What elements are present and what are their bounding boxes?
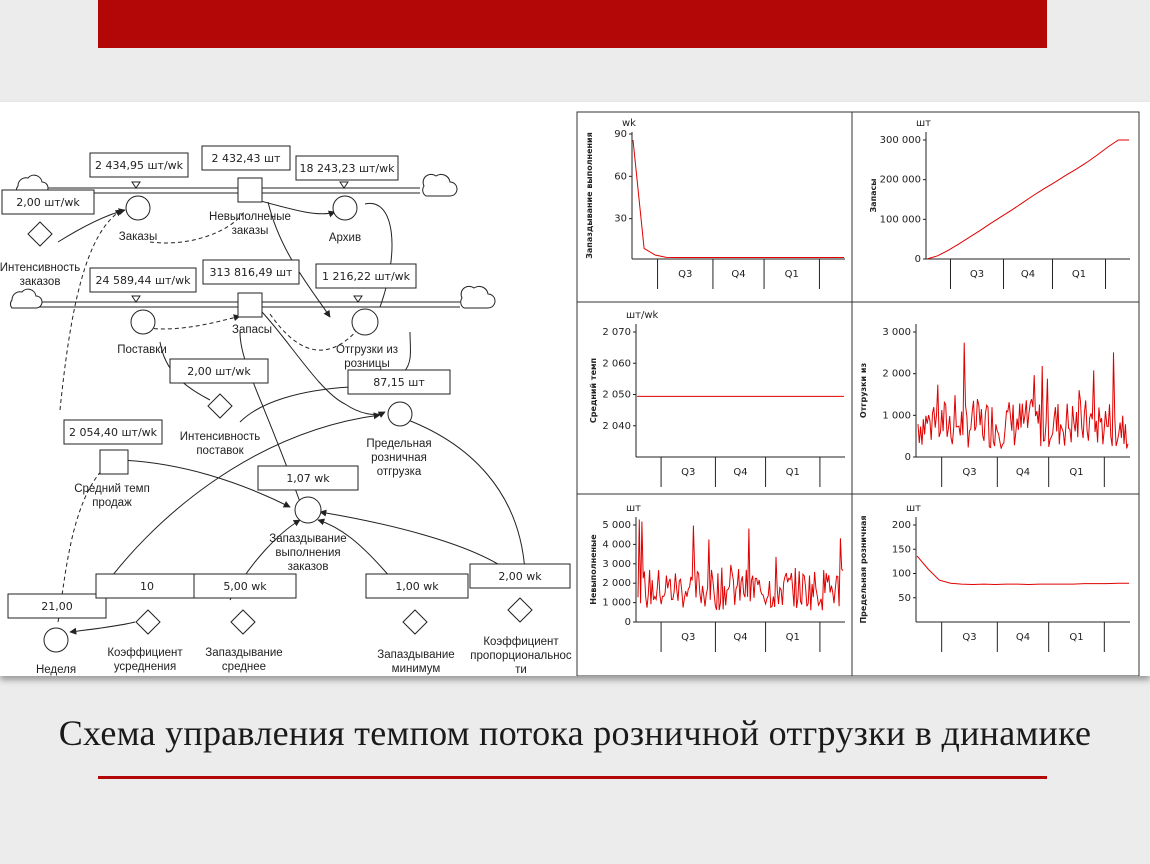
deliveries-label: Поставки [117,344,167,356]
y-tick-label: 3 000 [602,558,631,570]
order-rate-value: 2 434,95 шт/wk [94,159,184,172]
x-tick-label: Q1 [784,269,799,280]
x-tick-label: Q4 [1020,269,1036,280]
unfilled-label-2: заказы [231,225,269,237]
avg-sales-value: 2 054,40 шт/wk [68,426,158,439]
unit-label: шт/wk [626,310,659,321]
y-axis-title: Предельная розничная [859,515,868,624]
avg-sales-label-1: Средний темп [74,483,150,495]
chart-2 [869,118,1130,289]
y-tick-label: 2 000 [882,368,911,380]
y-tick-label: 100 000 [879,214,921,226]
y-tick-label: 150 [891,544,911,556]
y-tick-label: 200 000 [879,174,921,186]
top-accent-bar [98,0,1047,48]
y-tick-label: 100 [891,568,911,580]
series-line [918,343,1128,449]
max-ship-label-1: Предельная [366,438,432,450]
unit-label: шт [916,118,931,129]
max-ship-label-3: отгрузка [376,466,422,478]
x-tick-label: Q3 [962,632,977,643]
charts-grid [577,112,1139,676]
order-intensity-value: 2,00 шт/wk [16,196,80,209]
unfilled-label-1: Невыполненые [209,211,291,223]
y-tick-label: 2 040 [602,420,631,432]
archive-rate-value: 18 243,23 шт/wk [299,162,395,175]
max-ship-label-2: розничная [371,452,427,464]
series-line [927,140,1129,259]
y-tick-label: 200 [891,520,911,531]
order-intensity-label-2: заказов [19,276,61,288]
archive-label: Архив [328,232,362,244]
chart-3 [589,310,845,487]
max-ship-value: 87,15 шт [373,376,425,389]
delay-label-3: заказов [287,561,329,573]
delivery-intensity-label-1: Интенсивность [179,431,261,443]
x-tick-label: Q1 [1069,467,1084,478]
y-tick-label: 3 000 [882,327,911,338]
delivery-intensity-value: 2,00 шт/wk [187,365,251,378]
bottom-accent-rule [98,776,1047,779]
y-tick-label: 50 [898,592,911,604]
chart-4 [859,324,1130,487]
week-value: 21,00 [41,600,73,613]
y-tick-label: 30 [614,213,627,225]
retail-ship-rate-value: 1 216,22 шт/wk [321,270,411,283]
order-intensity-label-1: Интенсивность [0,262,81,274]
y-tick-label: 1 000 [602,597,631,609]
y-tick-label: 1 000 [882,410,911,422]
y-axis-title: Невыполненые [589,534,598,605]
x-tick-label: Q1 [785,467,800,478]
delay-avg-label-2: среднее [221,661,267,673]
y-tick-label: 5 000 [602,520,631,531]
x-tick-label: Q3 [678,269,693,280]
unit-label: шт [626,503,641,514]
x-tick-label: Q3 [969,269,985,280]
series-line [638,520,843,611]
avg-coef-label-2: усреднения [113,661,177,673]
y-tick-label: 2 000 [602,578,631,590]
slide-caption: Схема управления темпом потока розничной отгрузки в динамике [58,713,1092,753]
x-tick-label: Q4 [1015,632,1031,643]
unit-label: wk [622,118,636,129]
delay-min-value: 1,00 wk [395,580,439,593]
y-tick-label: 4 000 [602,539,631,551]
prop-coef-label-1: Коэффициент [483,636,559,648]
x-tick-label: Q4 [733,467,748,478]
content-panel [0,102,1150,676]
chart-6 [859,503,1130,652]
stock-label: Запасы [232,324,272,336]
y-tick-label: 0 [904,452,911,463]
series-line [917,556,1129,585]
x-tick-label: Q4 [1015,467,1031,478]
avg-coef-label-1: Коэффициент [107,647,183,659]
chart-5 [589,503,845,652]
delay-value: 1,07 wk [286,472,330,485]
delay-min-label-2: минимум [391,663,441,675]
prop-coef-label-3: ти [515,664,527,676]
x-tick-label: Q4 [733,632,748,643]
y-tick-label: 0 [914,254,921,265]
x-tick-label: Q3 [681,632,696,643]
y-tick-label: 60 [614,171,627,183]
week-label: Неделя [35,664,77,676]
prop-coef-value: 2,00 wk [498,570,542,583]
x-tick-label: Q1 [1069,632,1084,643]
y-axis-title: Запасы [869,178,878,213]
y-tick-label: 2 070 [602,327,631,338]
x-tick-label: Q3 [962,467,977,478]
x-tick-label: Q1 [1071,269,1087,280]
y-axis-title: Средний темп [589,357,598,424]
y-axis-title: Отгрузки из [859,362,868,419]
delivery-intensity-label-2: поставок [196,445,244,457]
model-and-charts [0,102,1150,676]
unit-label: шт [906,503,921,514]
deliveries-rate-value: 24 589,44 шт/wk [95,274,191,287]
unfilled-level-value: 2 432,43 шт [211,152,281,165]
chart-1 [585,118,845,289]
x-tick-label: Q3 [681,467,696,478]
y-tick-label: 2 050 [602,389,631,401]
y-tick-label: 2 060 [602,358,631,370]
avg-sales-label-2: продаж [92,497,132,509]
y-axis-title: Запаздывание выполнения [585,132,594,259]
delay-avg-value: 5,00 wk [223,580,267,593]
charts [585,118,1130,652]
delay-label-2: выполнения [275,547,341,559]
x-tick-label: Q1 [785,632,800,643]
delay-avg-label-1: Запаздывание [205,647,283,659]
retail-ship-label-2: розницы [344,358,390,370]
y-tick-label: 0 [624,617,631,628]
y-tick-label: 300 000 [879,135,921,146]
delay-min-label-1: Запаздывание [377,649,455,661]
avg-coef-value: 10 [140,580,154,593]
prop-coef-label-2: пропорциональнос [470,650,572,662]
x-tick-label: Q4 [731,269,746,280]
delay-label-1: Запаздывание [269,533,347,545]
y-tick-label: 90 [614,129,627,140]
series-line [633,140,844,258]
stock-level-value: 313 816,49 шт [209,266,293,279]
retail-ship-label-1: Отгрузки из [335,344,399,356]
orders-label: Заказы [118,231,158,243]
